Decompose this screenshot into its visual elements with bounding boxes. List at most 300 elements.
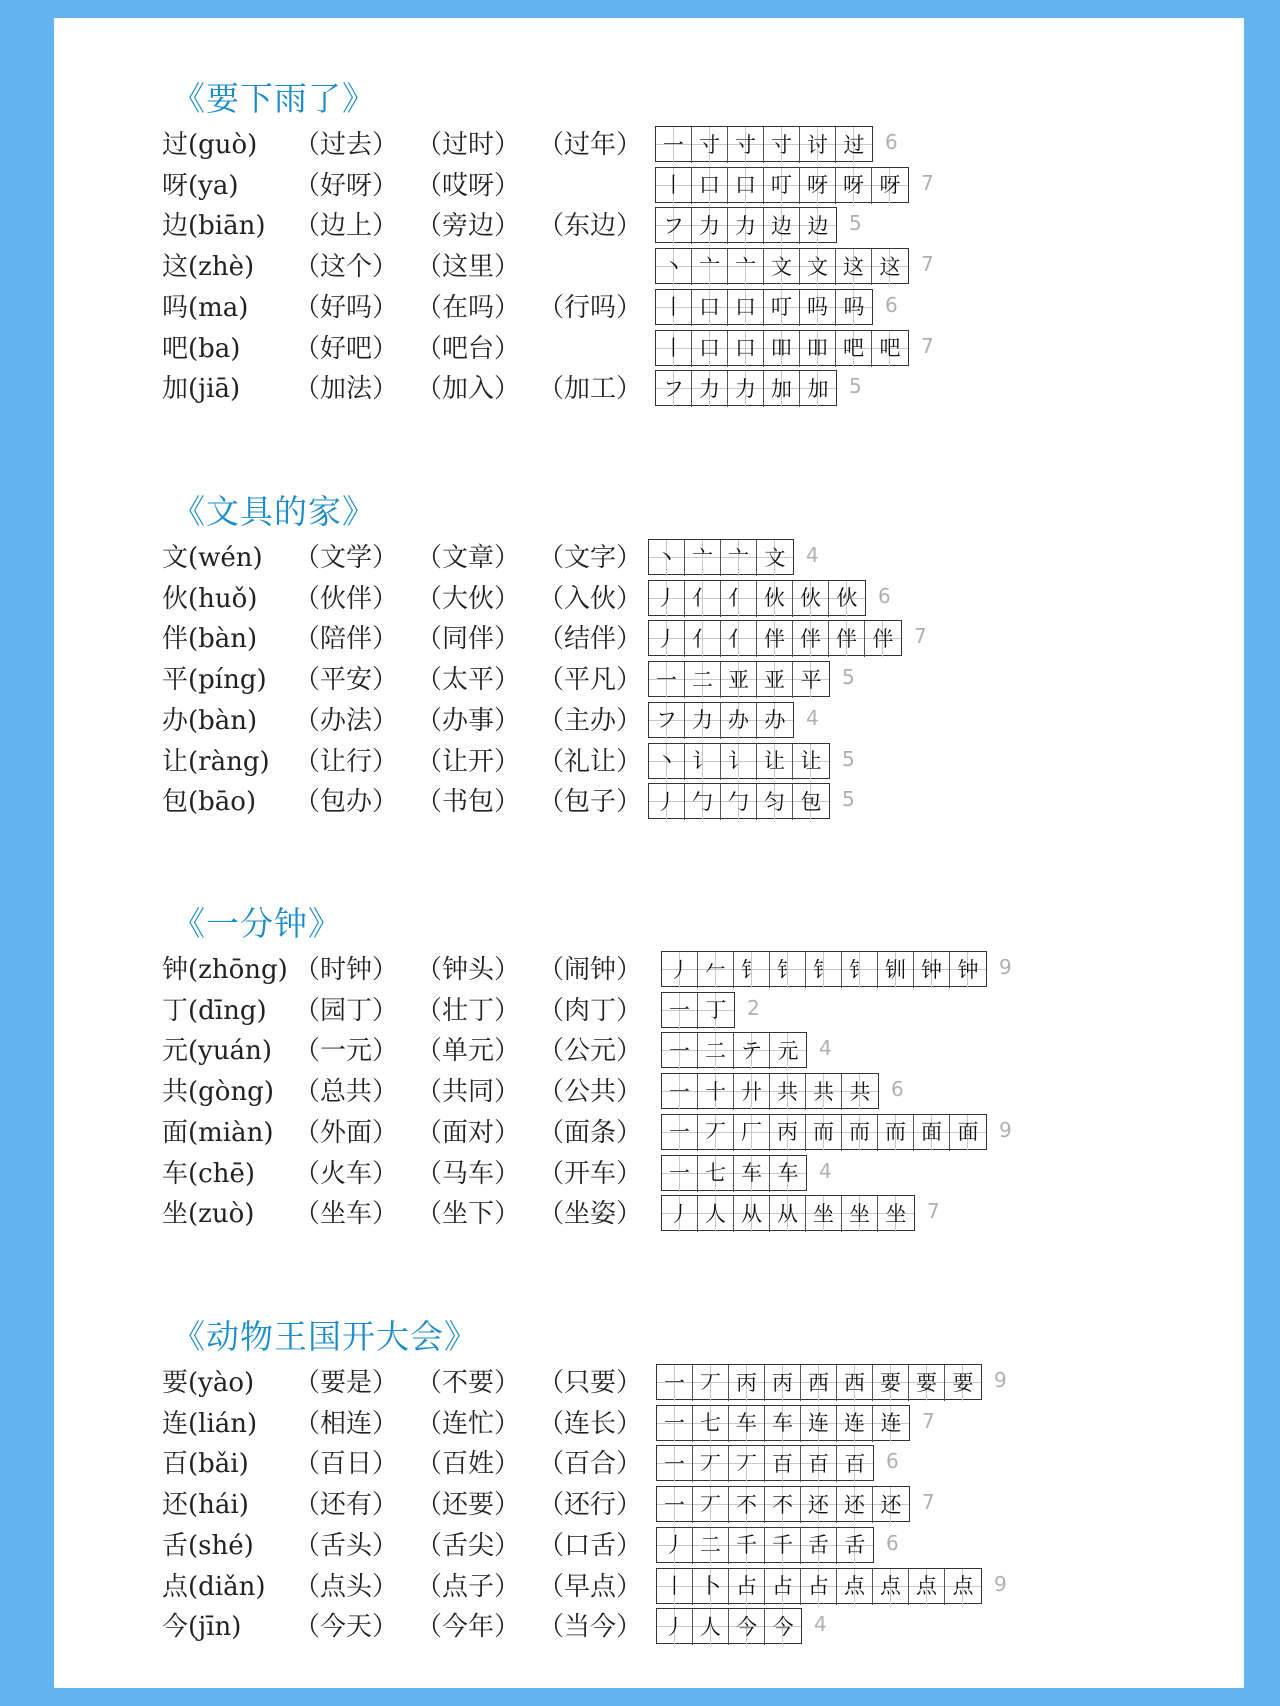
word-3: （包子） (538, 787, 643, 818)
stroke-cell: 讠 (685, 744, 721, 780)
character-row (162, 207, 1222, 245)
stroke-cell: 一 (656, 127, 692, 163)
stroke-cell: 讠 (721, 744, 757, 780)
character-pinyin: 这(zhè) (162, 252, 255, 283)
stroke-order-strip (655, 248, 909, 284)
stroke-count: 6 (891, 1077, 904, 1102)
stroke-cell: 千 (765, 1528, 801, 1564)
stroke-order-strip (648, 620, 902, 656)
word-1: （边上） (294, 211, 399, 242)
stroke-order-strip (648, 702, 794, 738)
word-2: （旁边） (416, 211, 521, 242)
word-2: （钟头） (416, 955, 521, 985)
character-pinyin: 百(bǎi) (162, 1449, 249, 1480)
word-1: （这个） (294, 252, 399, 283)
character-row (162, 1032, 1222, 1070)
stroke-cell: 钅 (806, 952, 842, 988)
character-pinyin: 连(lián) (162, 1408, 258, 1439)
stroke-cell: 丿 (649, 621, 685, 657)
character-row (162, 1486, 1222, 1524)
stroke-cell: 一 (657, 1365, 693, 1401)
stroke-cell: 要 (909, 1365, 945, 1401)
stroke-cell: 亚 (721, 662, 757, 698)
stroke-cell: 亠 (685, 540, 721, 576)
stroke-cell: 吧 (836, 331, 872, 367)
stroke-cell: 亠 (692, 249, 728, 285)
stroke-cell: 吗 (800, 290, 836, 326)
stroke-cell: 不 (729, 1487, 765, 1523)
stroke-cell: 车 (734, 1156, 770, 1192)
word-2: （同伴） (416, 624, 521, 655)
stroke-order-strip (655, 126, 873, 162)
word-1: （平安） (294, 665, 399, 696)
stroke-cell: 叮 (764, 168, 800, 204)
stroke-cell: 一 (657, 1487, 693, 1523)
stroke-order-strip (661, 1114, 987, 1150)
worksheet-page (54, 18, 1244, 1688)
stroke-cell: 坐 (806, 1196, 842, 1232)
word-1: （总共） (294, 1077, 399, 1108)
character-row (162, 1608, 1222, 1646)
word-3: （闹钟） (538, 955, 643, 985)
word-2: （太平） (416, 665, 521, 696)
word-1: （包办） (294, 787, 399, 818)
word-3: （东边） (538, 211, 643, 242)
stroke-cell: 车 (770, 1156, 806, 1192)
stroke-cell: 丙 (729, 1365, 765, 1401)
stroke-cell: 共 (770, 1074, 806, 1110)
character-row (162, 951, 1222, 989)
word-3: （过年） (538, 130, 643, 160)
stroke-cell: 一 (657, 1446, 693, 1482)
character-row (162, 1568, 1222, 1606)
stroke-order-strip (656, 1568, 982, 1604)
stroke-cell: 伙 (793, 581, 829, 617)
stroke-order-strip (648, 661, 830, 697)
stroke-count: 7 (914, 624, 927, 649)
character-row (162, 1073, 1222, 1111)
stroke-cell: 办 (721, 703, 757, 739)
word-3: （连长） (538, 1408, 643, 1439)
word-2: （大伙） (416, 583, 521, 614)
character-pinyin: 加(jiā) (162, 374, 241, 405)
stroke-cell: 讨 (800, 127, 836, 163)
word-3: （公元） (538, 1036, 643, 1067)
stroke-cell: フ (656, 208, 692, 244)
word-2: （点子） (416, 1571, 521, 1602)
stroke-count: 4 (814, 1612, 827, 1637)
stroke-cell: 廾 (734, 1074, 770, 1110)
character-pinyin: 坐(zuò) (162, 1199, 255, 1230)
word-2: （百姓） (416, 1449, 521, 1480)
character-pinyin: 还(hái) (162, 1490, 249, 1521)
word-3: （坐姿） (538, 1199, 643, 1230)
stroke-order-strip (661, 992, 735, 1028)
stroke-cell: 钅 (734, 952, 770, 988)
character-row (162, 289, 1222, 327)
stroke-cell: 口 (728, 331, 764, 367)
stroke-cell: 加 (800, 371, 836, 407)
word-2: （共同） (416, 1077, 521, 1108)
word-1: （还有） (294, 1490, 399, 1521)
stroke-cell: 呀 (872, 168, 908, 204)
stroke-cell: 丶 (656, 249, 692, 285)
stroke-cell: 占 (729, 1569, 765, 1605)
stroke-cell: 伴 (865, 621, 901, 657)
stroke-cell: 丆 (693, 1446, 729, 1482)
stroke-cell: 车 (729, 1406, 765, 1442)
character-pinyin: 文(wén) (162, 543, 263, 573)
stroke-cell: 元 (770, 1033, 806, 1069)
word-3: （口舌） (538, 1530, 643, 1561)
word-2: （连忙） (416, 1408, 521, 1439)
stroke-cell: 这 (836, 249, 872, 285)
stroke-cell: 过 (836, 127, 872, 163)
stroke-order-strip (648, 783, 830, 819)
word-1: （伙伴） (294, 583, 399, 614)
stroke-order-strip (655, 167, 909, 203)
word-2: （还要） (416, 1490, 521, 1521)
stroke-cell: 寸 (764, 127, 800, 163)
character-pinyin: 过(guò) (162, 130, 258, 160)
character-pinyin: 让(ràng) (162, 746, 270, 777)
character-row (162, 743, 1222, 781)
stroke-cell: 亠 (728, 249, 764, 285)
word-1: （好吧） (294, 333, 399, 364)
character-row (162, 370, 1222, 408)
stroke-cell: 匀 (757, 784, 793, 820)
stroke-cell: 一 (662, 1033, 698, 1069)
word-3: （开车） (538, 1158, 643, 1189)
stroke-cell: 百 (801, 1446, 837, 1482)
stroke-order-strip (655, 330, 909, 366)
stroke-order-strip (655, 289, 873, 325)
stroke-cell: 伙 (829, 581, 865, 617)
character-row (162, 167, 1222, 205)
stroke-count: 9 (999, 1117, 1012, 1142)
stroke-cell: 丶 (649, 744, 685, 780)
stroke-order-strip (648, 580, 866, 616)
stroke-cell: 丆 (698, 1115, 734, 1151)
stroke-cell: 厂 (734, 1115, 770, 1151)
stroke-cell: 伴 (829, 621, 865, 657)
stroke-cell: 亻 (721, 581, 757, 617)
stroke-cell: 钏 (878, 952, 914, 988)
stroke-cell: 口 (692, 290, 728, 326)
stroke-cell: 西 (801, 1365, 837, 1401)
stroke-cell: 丨 (656, 168, 692, 204)
word-2: （坐下） (416, 1199, 521, 1230)
word-1: （时钟） (294, 955, 399, 985)
word-1: （文学） (294, 543, 399, 573)
stroke-order-strip (661, 1155, 807, 1191)
character-pinyin: 舌(shé) (162, 1530, 254, 1561)
stroke-count: 6 (886, 1449, 899, 1474)
stroke-cell: 伙 (757, 581, 793, 617)
stroke-cell: 叮 (764, 290, 800, 326)
stroke-cell: 丿 (657, 1609, 693, 1645)
stroke-count: 4 (806, 543, 819, 567)
stroke-cell: 百 (837, 1446, 873, 1482)
stroke-cell: 而 (878, 1115, 914, 1151)
stroke-cell: 舌 (837, 1528, 873, 1564)
stroke-count: 7 (927, 1199, 940, 1224)
word-2: （单元） (416, 1036, 521, 1067)
character-pinyin: 边(biān) (162, 211, 266, 242)
stroke-count: 5 (842, 746, 855, 771)
word-2: （舌尖） (416, 1530, 521, 1561)
stroke-order-strip (655, 207, 837, 243)
stroke-cell: 占 (801, 1569, 837, 1605)
character-row (162, 620, 1222, 658)
stroke-cell: 丿 (649, 784, 685, 820)
word-1: （相连） (294, 1408, 399, 1439)
stroke-cell: 丨 (657, 1569, 693, 1605)
stroke-order-strip (656, 1364, 982, 1400)
stroke-cell: 亻 (721, 621, 757, 657)
stroke-cell: 呀 (836, 168, 872, 204)
stroke-cell: 一 (662, 1156, 698, 1192)
word-1: （加法） (294, 374, 399, 405)
word-3: （平凡） (538, 665, 643, 696)
stroke-cell: 文 (764, 249, 800, 285)
character-pinyin: 伴(bàn) (162, 624, 258, 655)
word-1: （坐车） (294, 1199, 399, 1230)
stroke-cell: 吅 (800, 331, 836, 367)
stroke-cell: 车 (765, 1406, 801, 1442)
stroke-order-strip (648, 539, 794, 575)
character-pinyin: 点(diǎn) (162, 1571, 266, 1602)
stroke-cell: 七 (693, 1406, 729, 1442)
word-3: （还行） (538, 1490, 643, 1521)
word-3: （当今） (538, 1612, 643, 1643)
character-row (162, 539, 1222, 577)
stroke-cell: 寸 (692, 127, 728, 163)
stroke-cell: 西 (837, 1365, 873, 1401)
stroke-cell: 口 (728, 168, 764, 204)
word-1: （今天） (294, 1612, 399, 1643)
word-1: （陪伴） (294, 624, 399, 655)
stroke-cell: 丿 (662, 1196, 698, 1232)
character-row (162, 1114, 1222, 1152)
character-pinyin: 今(jīn) (162, 1612, 242, 1643)
stroke-cell: 让 (793, 744, 829, 780)
word-3: （入伙） (538, 583, 643, 614)
stroke-count: 9 (999, 955, 1012, 979)
stroke-cell: 伴 (793, 621, 829, 657)
character-row (162, 126, 1222, 164)
stroke-order-strip (648, 743, 830, 779)
character-pinyin: 面(miàn) (162, 1117, 274, 1148)
lesson-title: 《要下雨了》 (172, 79, 376, 118)
character-pinyin: 平(píng) (162, 665, 267, 696)
word-1: （点头） (294, 1571, 399, 1602)
stroke-cell: 卜 (693, 1569, 729, 1605)
stroke-count: 6 (886, 1530, 899, 1555)
stroke-cell: 丨 (656, 290, 692, 326)
stroke-cell: 要 (945, 1365, 981, 1401)
stroke-cell: 吗 (836, 290, 872, 326)
character-pinyin: 包(bāo) (162, 787, 257, 818)
stroke-cell: 百 (765, 1446, 801, 1482)
word-3: （百合） (538, 1449, 643, 1480)
stroke-cell: 丁 (698, 993, 734, 1029)
stroke-cell: 千 (729, 1528, 765, 1564)
stroke-cell: 还 (873, 1487, 909, 1523)
word-2: （书包） (416, 787, 521, 818)
stroke-cell: 不 (765, 1487, 801, 1523)
stroke-count: 9 (994, 1571, 1007, 1596)
word-3: （加工） (538, 374, 643, 405)
word-1: （火车） (294, 1158, 399, 1189)
stroke-count: 4 (819, 1036, 832, 1061)
character-pinyin: 车(chē) (162, 1158, 255, 1189)
stroke-cell: 钅 (770, 952, 806, 988)
stroke-cell: 钟 (914, 952, 950, 988)
word-2: （马车） (416, 1158, 521, 1189)
stroke-count: 7 (922, 1408, 935, 1433)
stroke-order-strip (656, 1445, 874, 1481)
word-2: （不要） (416, 1368, 521, 1398)
word-3: （早点） (538, 1571, 643, 1602)
stroke-cell: 亠 (721, 540, 757, 576)
stroke-cell: 力 (692, 371, 728, 407)
stroke-cell: 吅 (764, 331, 800, 367)
word-2: （今年） (416, 1612, 521, 1643)
stroke-order-strip (655, 370, 837, 406)
word-3: （肉丁） (538, 995, 643, 1026)
stroke-cell: 占 (765, 1569, 801, 1605)
stroke-cell: 还 (801, 1487, 837, 1523)
stroke-cell: 力 (692, 208, 728, 244)
word-1: （园丁） (294, 995, 399, 1026)
stroke-cell: 伴 (757, 621, 793, 657)
stroke-count: 7 (921, 170, 934, 195)
stroke-cell: 包 (793, 784, 829, 820)
character-row (162, 783, 1222, 821)
stroke-cell: 连 (873, 1406, 909, 1442)
character-row (162, 1527, 1222, 1565)
word-3: （行吗） (538, 292, 643, 323)
stroke-cell: 点 (837, 1569, 873, 1605)
stroke-order-strip (656, 1405, 910, 1441)
stroke-count: 5 (842, 665, 855, 690)
stroke-cell: 丿 (649, 581, 685, 617)
stroke-count: 9 (994, 1368, 1007, 1392)
word-1: （办法） (294, 705, 399, 736)
stroke-cell: 二 (685, 662, 721, 698)
stroke-cell: 坐 (842, 1196, 878, 1232)
stroke-cell: 亻 (685, 581, 721, 617)
word-3: （只要） (538, 1368, 643, 1398)
stroke-count: 2 (747, 995, 760, 1020)
word-2: （壮丁） (416, 995, 521, 1026)
stroke-order-strip (661, 951, 987, 987)
stroke-cell: フ (649, 703, 685, 739)
word-3: （结伴） (538, 624, 643, 655)
stroke-cell: 文 (757, 540, 793, 576)
stroke-count: 6 (885, 292, 898, 317)
stroke-cell: 连 (801, 1406, 837, 1442)
stroke-cell: 人 (698, 1196, 734, 1232)
stroke-cell: 吧 (872, 331, 908, 367)
stroke-cell: 勹 (685, 784, 721, 820)
stroke-cell: 口 (728, 290, 764, 326)
stroke-cell: 钟 (950, 952, 986, 988)
stroke-count: 7 (922, 1490, 935, 1515)
character-row (162, 248, 1222, 286)
stroke-cell: 舌 (801, 1528, 837, 1564)
stroke-cell: 口 (692, 168, 728, 204)
stroke-order-strip (661, 1032, 807, 1068)
word-2: （哎呀） (416, 170, 521, 201)
word-2: （这里） (416, 252, 521, 283)
stroke-cell: 点 (945, 1569, 981, 1605)
stroke-cell: 亻 (685, 621, 721, 657)
word-1: （过去） (294, 130, 399, 160)
character-row (162, 1195, 1222, 1233)
lesson-title: 《文具的家》 (172, 492, 376, 531)
stroke-cell: 办 (757, 703, 793, 739)
character-pinyin: 丁(dīng) (162, 995, 267, 1026)
character-row (162, 1405, 1222, 1443)
stroke-cell: 丿 (657, 1528, 693, 1564)
stroke-cell: 从 (770, 1196, 806, 1232)
word-2: （过时） (416, 130, 521, 160)
character-row (162, 702, 1222, 740)
word-2: （面对） (416, 1117, 521, 1148)
stroke-count: 5 (849, 374, 862, 399)
stroke-cell: 今 (765, 1609, 801, 1645)
word-1: （外面） (294, 1117, 399, 1148)
word-2: （办事） (416, 705, 521, 736)
character-pinyin: 钟(zhōng) (162, 955, 288, 985)
word-3: （面条） (538, 1117, 643, 1148)
word-1: （好吗） (294, 292, 399, 323)
stroke-cell: 一 (649, 662, 685, 698)
stroke-cell: 丿 (662, 952, 698, 988)
stroke-cell: 让 (757, 744, 793, 780)
stroke-cell: 二 (698, 1033, 734, 1069)
character-row (162, 661, 1222, 699)
word-3: （礼让） (538, 746, 643, 777)
word-2: （加入） (416, 374, 521, 405)
stroke-count: 5 (849, 211, 862, 236)
stroke-cell: 而 (806, 1115, 842, 1151)
stroke-count: 6 (885, 130, 898, 154)
stroke-count: 4 (806, 705, 819, 730)
stroke-cell: 边 (800, 208, 836, 244)
stroke-cell: 亚 (757, 662, 793, 698)
character-row (162, 992, 1222, 1030)
stroke-cell: 而 (842, 1115, 878, 1151)
lesson-title: 《动物王国开大会》 (172, 1317, 478, 1356)
stroke-cell: 二 (693, 1528, 729, 1564)
word-1: （舌头） (294, 1530, 399, 1561)
stroke-count: 4 (819, 1158, 832, 1183)
stroke-cell: 丆 (729, 1446, 765, 1482)
stroke-cell: 一 (662, 1115, 698, 1151)
stroke-cell: 共 (806, 1074, 842, 1110)
stroke-cell: 力 (728, 371, 764, 407)
stroke-count: 6 (878, 583, 891, 608)
character-pinyin: 办(bàn) (162, 705, 258, 736)
stroke-order-strip (656, 1486, 910, 1522)
stroke-cell: 这 (872, 249, 908, 285)
character-pinyin: 伙(huǒ) (162, 583, 258, 614)
character-pinyin: 元(yuán) (162, 1036, 272, 1067)
character-row (162, 1155, 1222, 1193)
